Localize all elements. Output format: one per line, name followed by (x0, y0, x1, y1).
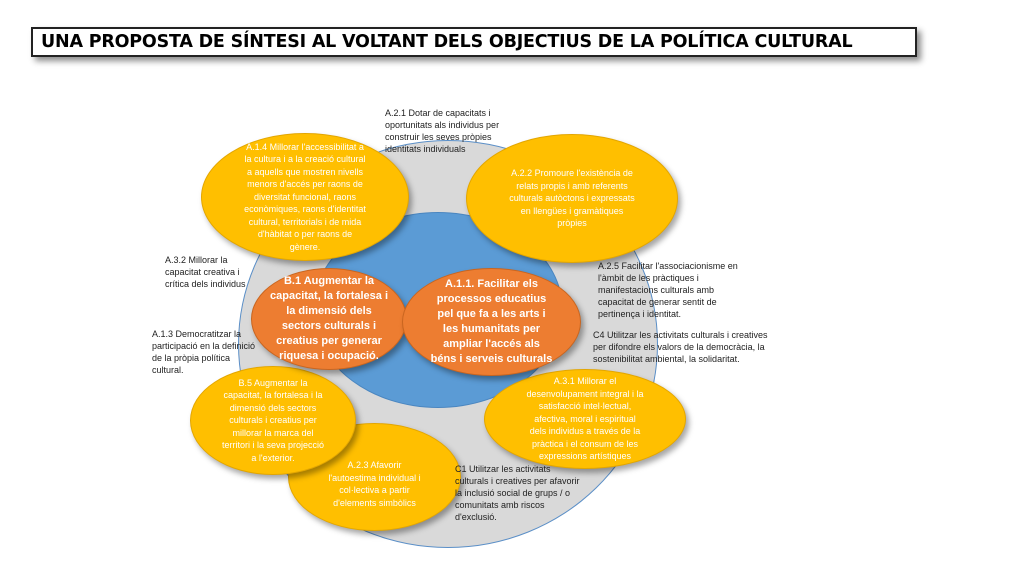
page-title: UNA PROPOSTA DE SÍNTESI AL VOLTANT DELS OBJECTIUS DE LA POLÍTICA CULTURAL (41, 32, 853, 52)
label-c1: C1 Utilitzar les activitats culturals i creatives per afavorir la inclusió social de grups / o comunitats amb riscos d'exclusió. (455, 464, 580, 522)
label-a25: A.2.5 Facilitar l'associacionisme en l'àmbit de les pràctiques i manifestacions culturals amb capacitat de generar sentit de pertinença i identitat. (598, 261, 738, 319)
label-a21: A.2.1 Dotar de capacitats i oportunitats als individus per construir les seves pròpies identitats individuals (385, 108, 500, 154)
label-a13: A.1.3 Democratitzar la participació en la definició de la pròpia política cultural. (152, 329, 256, 375)
bubble-a14 (201, 133, 409, 261)
bubble-a22-text: A.2.2 Promoure l'existència de relats propis i amb referents culturals autòctons i expressats en llengües i gramàtiques pròpies (509, 168, 635, 229)
bubble-b1-text: B.1 Augmentar la capacitat, la fortalesa i la dimensió dels sectors culturals i creatius per generar riquesa i ocupació. (270, 275, 388, 362)
bubble-b5 (190, 366, 356, 475)
bubble-a14-text: A.1.4 Millorar l'accessibilitat a la cultura i a la creació cultural a aquells que mostren nivells menors d'accés per raons de diversitat funcional, raons econòmiques, raons d'identitat cultural, territorials i de mida d'hàbitat o per raons de gènere. (244, 141, 366, 252)
bubble-a23-text: A.2.3 Afavorir l'autoestima individual i col·lectiva a partir d'elements simbòlics (328, 460, 421, 508)
bubble-b5-text: B.5 Augmentar la capacitat, la fortalesa i la dimensió dels sectors culturals i creatius per millorar la marca del territori i la seva projecció a l'exterior. (221, 377, 325, 463)
bubble-b1 (251, 268, 407, 370)
bubble-a31-text: A.3.1 Millorar el desenvolupament integral i la satisfacció intel·lectual, afectiva, moral i espiritual dels individus a través de la pràctica i el consum de les expressions artístiques (526, 376, 644, 462)
title-box (31, 27, 917, 57)
label-c4: C4 Utilitzar les activitats culturals i creatives per difondre els valors de la democràcia, la sostenibilitat ambiental, la solidaritat. (593, 330, 768, 364)
label-a32: A.3.2 Millorar la capacitat creativa i crítica dels individus (165, 255, 246, 289)
bubble-a11-text: A.1.1. Facilitar els processos educatius pel que fa a les arts i les humanitats per ampliar l'accés als béns i serveis culturals (430, 278, 553, 365)
bubble-a31 (484, 369, 686, 469)
bubble-a11 (402, 268, 581, 376)
